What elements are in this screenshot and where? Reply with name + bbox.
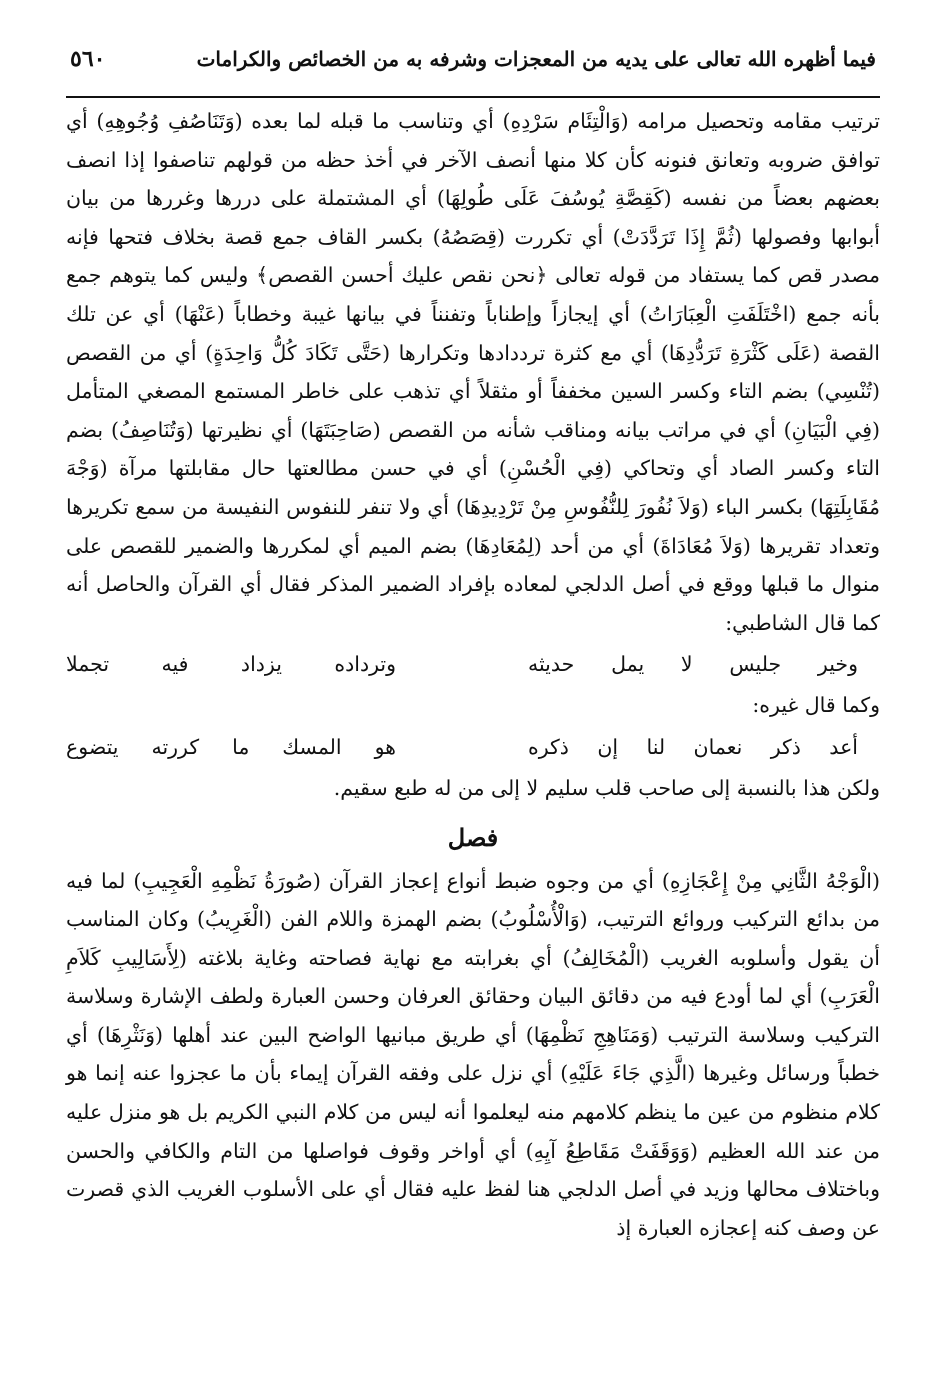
running-title: فيما أظهره الله تعالى على يديه من المعجزات وشرفه به من الخصائص والكرامات: [196, 47, 876, 71]
running-header: [66, 46, 880, 96]
body-paragraph: ترتيب مقامه وتحصيل مرامه (وَالْتِئَام سَرْدِهِ) أي وتناسب ما قبله لما بعده (وَتَنَاصُفِ وُجُوهِهِ) أي توافق ضروبه وتعانق فنونه كأن كلا منها أنصف الآخر في أخذ حظه من قولهم تناصفوا إذا انصف بعضهم بعضاً من نفسه (كَقِصَّةِ يُوسُفَ عَلَى طُولِهَا) أي المشتملة على دررها وغررها من بيان أبوابها وفصولها (ثُمَّ إِذَا تَرَدَّدَتْ) أي تكررت (قِصَصُهُ) بكسر القاف جمع قصة بخلاف فتحها فإنه مصدر قص كما يستفاد من قوله تعالى ﴿نحن نقص عليك أحسن القصص﴾ وليس كما يتوهم جمع بأنه جمع (اخْتَلَفَتِ الْعِبَارَاتُ) أي إيجازاً وإطناباً وتفنناً في بيانها غيبة وخطاباً (عَنْهَا) أي عن تلك القصة (عَلَى كَثْرَةِ تَرَدُّدِهَا) أي مع كثرة ترددادها وتكرارها (حَتَّى تَكَادَ كُلُّ وَاحِدَةٍ) أي من القصص (تُنْسِي) بضم التاء وكسر السين مخففاً أو مثقلاً أي تذهب على خاطر المستمع المصغي المتأمل (فِي الْبَيَانِ) أي في مراتب بيانه ومناقب شأنه من القصص (صَاحِبَتَهَا) أي نظيرتها (وَتُنَاصِفُ) بضم التاء وكسر الصاد أي وتحاكي (فِي الْحُسْنِ) أي في حسن مطالعتها حال مقابلتها مرآة (وَجْهَ مُقَابِلَتِهَا) بكسر الباء (وَلاَ نُفُورَ لِلنُّفُوسِ مِنْ تَرْدِيدِهَا) أي ولا تنفر للنفوس النفيسة من سمع تكريرها وتعداد تقريرها (وَلاَ مُعَادَاةَ) أي من أحد (لِمُعَادِهَا) بضم الميم أي لمكررها والضمير للقصص على منوال ما قبلها ووقع في أصل الدلجي لمعاده بإفراد الضمير المذكر فقال أي القرآن والحاصل أنه كما قال الشاطبي:: [66, 109, 880, 635]
verse-second-hemistich: وترداده يزداد فيه تجملا: [66, 652, 396, 677]
verse-first-hemistich: وخير جليس لا يمل حديثه: [528, 652, 858, 677]
section-heading: فصل: [447, 822, 499, 852]
verse-second-hemistich: هو المسك ما كررته يتضوع: [66, 734, 396, 759]
poem-verse: [66, 642, 880, 686]
document-page: [66, 46, 880, 1366]
poem-verse: [66, 725, 880, 769]
header-rule: [66, 96, 880, 98]
page-number: ٥٦٠: [70, 46, 106, 72]
verse-first-hemistich: أعد ذكر نعمان لنا إن ذكره: [528, 734, 858, 759]
section-paragraph: (الْوَجْهُ الثَّانِي مِنْ إِعْجَازِهِ) أي من وجوه ضبط أنواع إعجاز القرآن (صُورَةُ نَظْمِهِ الْعَجِيبِ) لما فيه من بدائع التركيب وروائع الترتيب، (وَالْأُسْلُوبُ) بضم الهمزة واللام الفن (الْغَرِيبُ) وكان المناسب أن يقول وأسلوبه الغريب (الْمُخَالِفُ) أي بغرابته مع نهاية فصاحته وغاية بلاغته (لِأَسَالِيبِ كَلاَمِ الْعَرَبِ) أي لما أودع فيه من دقائق البيان وحقائق العرفان وحسن العبارة ولطف الإشارة وسلاسة التركيب وسلاسة الترتيب (وَمَنَاهِجِ نَظْمِهَا) أي طريق مبانيها الواضح البين عند أهلها (وَنَثْرِهَا) أي خطباً ورسائل وغيرها (الَّذِي جَاءَ عَلَيْهِ) أي نزل على وفقه القرآن إيماء بأن ما عجزوا عنه إنما هو كلام منظوم من عين ما ينظم كلامهم منه ليعلموا أنه ليس من كلام النبي الكريم بل هو منزل عليه من عند الله العظيم (وَوَقَفَتْ مَقَاطِعُ آيِهِ) أي أواخر وقوف فواصلها من التام والكافي والحسن وباختلاف محالها وزيد في أصل الدلجي هنا لفظ عليه فقال أي على الأسلوب الغريب الذي قصرت عن وصف كنه إعجازه العبارة إذ: [66, 868, 880, 1240]
closing-line: ولكن هذا بالنسبة إلى صاحب قلب سليم لا إلى من له طبع سقيم.: [333, 775, 880, 800]
verse-intro-line: وكما قال غيره:: [752, 693, 880, 718]
